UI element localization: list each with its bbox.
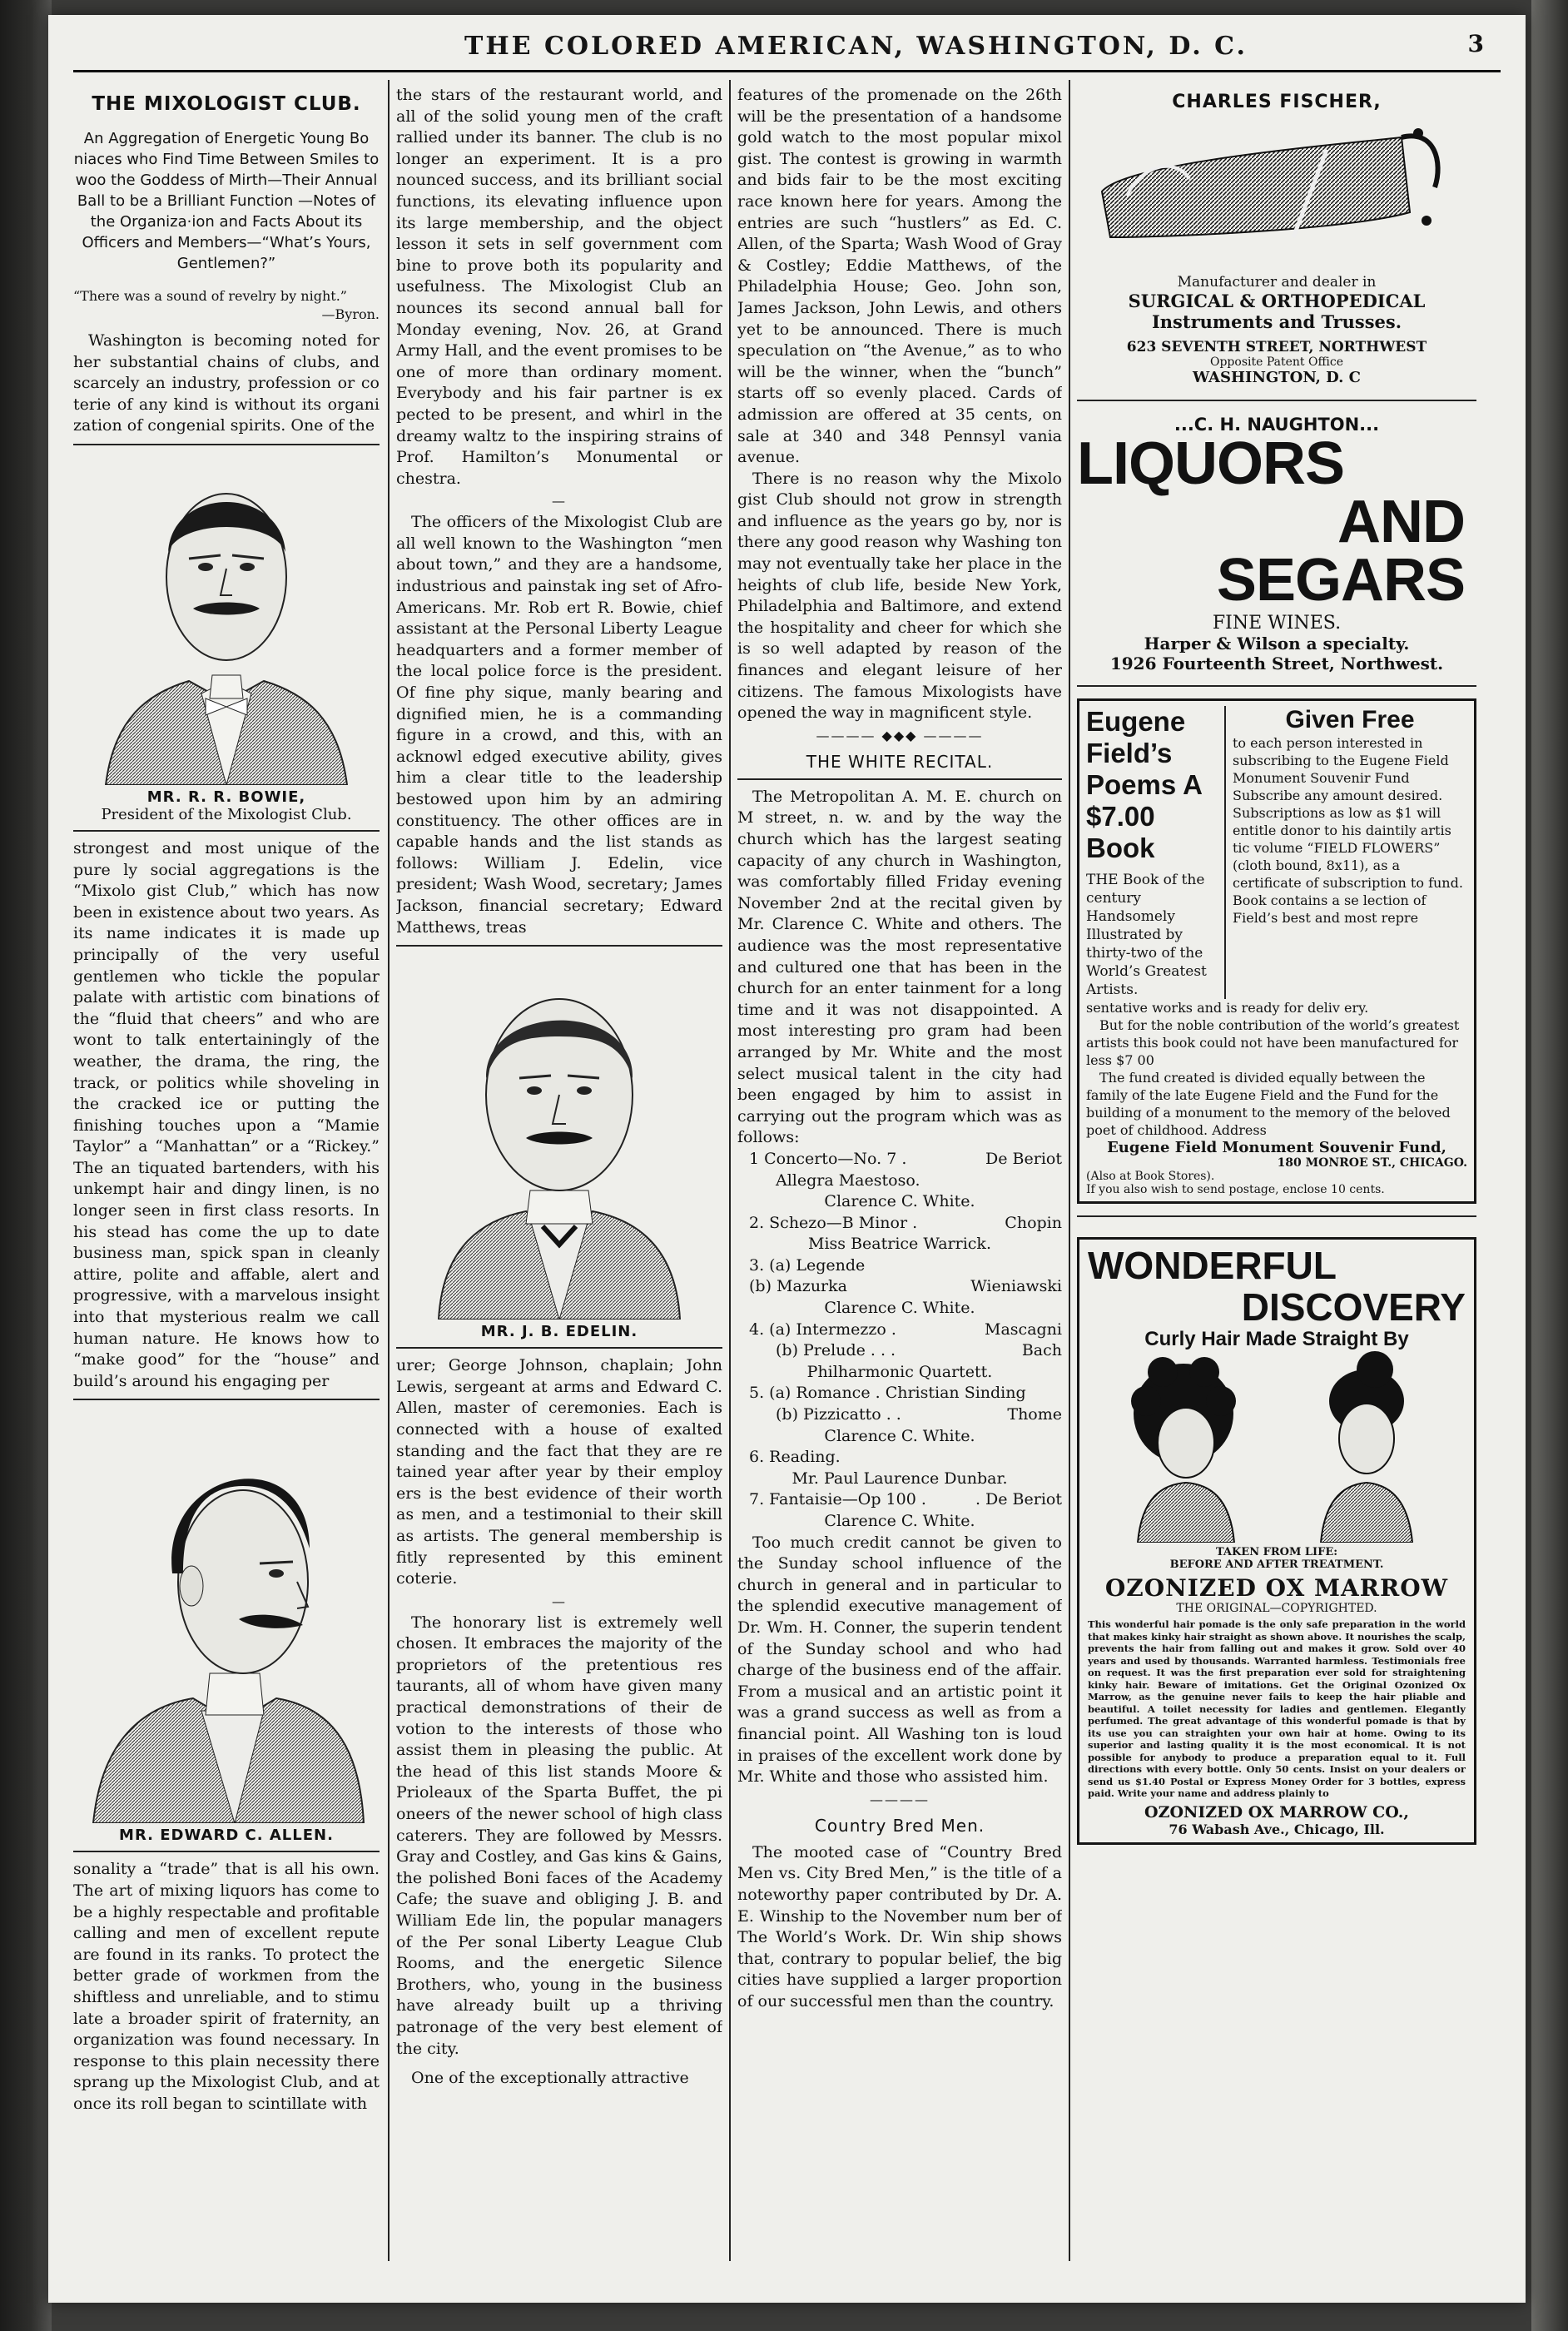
bowie-portrait <box>73 452 380 785</box>
fischer-line: SURGICAL & ORTHOPEDICAL <box>1128 291 1426 311</box>
paragraph: The honorary list is extremely well chosen. It embraces the majority of the proprietors of the pretentious res taurants, all of whom have given many practical demonstrations of their de votion to the interests of those who assist them in pleasing the public. At the head of this list stands Moore & Prioleaux of the Sparta Buffet, the pi oneers of the newer school of high class caterers. They are followed by Messrs. Gray and Costley, and Gas kins & Gains, the polished Boni faces of the Academy Cafe; the suave and obliging J. B. and William Ede lin, the popular managers of the Per sonal Liberty League Club Rooms, and the energetic Silence Brothers, who, young in the business have already built up a thriving patronage of the very best element of the city. <box>396 1613 722 2058</box>
portrait-caption: MR. EDWARD C. ALLEN. <box>119 1827 334 1845</box>
program-item <box>737 1511 1062 1533</box>
newspaper-page <box>48 15 1526 2303</box>
naughton-ad <box>1077 415 1476 673</box>
program-item-title: Clarence C. White. <box>824 1512 975 1530</box>
program-item <box>737 1362 1062 1384</box>
divider <box>73 830 380 832</box>
section-break: — <box>552 493 567 509</box>
section-break: — <box>552 1593 567 1609</box>
program-item-composer: De Beriot <box>985 1149 1062 1168</box>
paragraph: Too much credit cannot be given to the Sunday school influence of the church in general and in particular to the splendid executive management of Dr. Wm. H. Conner, the superin tendent of the Sunday school and who had charge of the business end of the affair. From a musical and an artistic point it was a grand success as well as from a financial point. All Washing ton is loud in praises of the excellent work done by Mr. White and those who assisted him. <box>737 1533 1062 1787</box>
column-2 <box>396 85 722 2253</box>
divider <box>1077 400 1476 401</box>
paragraph: strongest and most unique of the pure ly social aggregations is the “Mixolo gist Club,” which has now been in existence about two years. As its name indicates it is made up principally of the very useful gentlemen who tickle the popular palate with artistic com binations of the “fluid that cheers” and who are wont to talk entertainingly of the weather, the drama, the ring, the track, or politics while shoveling in the cracked ice or putting the finishing touches upon a “Mamie Taylor” a “Manhattan” or a “Rickey.” The an tiquated bartenders, with his unkempt hair and dingy linen, is no longer seen in first class resorts. In his stead has come the up to date business man, spick span in cleanly attire, polite and affable, alert and progressive, with a marvelous insight into that mysterious realm we call human nature. He knows how to “make good” for the “house” and build’s around his engaging per <box>73 838 380 1390</box>
program-item-title: 2. Schezo—B Minor . <box>749 1213 918 1232</box>
program-item-title: 1 Concerto—No. 7 . <box>749 1149 907 1168</box>
ad-line: 1926 Fourteenth Street, Northwest. <box>1109 654 1444 673</box>
before-after-illustration <box>1088 1351 1466 1543</box>
paragraph: the stars of the restaurant world, and all of the solid young men of the craft rallied under its banner. The club is no longer an experiment. It is a pro nounced success, and its brilliant social functions, its elevating influence upon its large membership, and the object lesson it sets in self government com bine to prove both its popularity and usefulness. The Mixologist Club an nounces its second annual ball for Monday evening, Nov. 26, at Grand Army Hall, and the event promises to be one of more than ordinary moment. Everybody and his fair partner is ex pected to be present, and whirl in the dreamy waltz to the inspiring strains of Prof. Hamilton’s Monumental or chestra. <box>396 86 722 488</box>
column-rule <box>1069 80 1070 2261</box>
program-item <box>737 1149 1062 1170</box>
program-item-title: 4. (a) Intermezzo . <box>749 1320 896 1339</box>
ad-caption: BEFORE AND AFTER TREATMENT. <box>1169 1558 1384 1571</box>
article-title: THE MIXOLOGIST CLUB. <box>92 93 361 115</box>
ad-headline: LIQUORS <box>1077 430 1345 497</box>
paragraph: sonality a “trade” that is all his own. The art of mixing liquors has come to be a highly respectable and profitable calling and men of excellent repute are found in its ranks. To protect the better grade of workmen from the shiftless and unreliable, and to stimu late a broader spirit of fraternity, an organization was found necessary. In response to this plain necessity there sprang up the Mixologist Club, and at once its roll began to scintillate with <box>73 1860 380 2113</box>
fischer-ad <box>1077 92 1476 386</box>
eugene-field-ad <box>1077 698 1476 1204</box>
section-break: ———— ◆◆◆ ———— <box>816 727 984 743</box>
ad-headline: AND SEGARS <box>1216 489 1465 614</box>
ad-headline: Eugene Field’s Poems A $7.00 Book <box>1086 706 1202 863</box>
program-item-title: 3. (a) Legende <box>749 1255 866 1275</box>
fischer-line: Opposite Patent Office <box>1209 355 1344 369</box>
paragraph: One of the exceptionally attractive <box>411 2069 689 2088</box>
ad-line: FINE WINES. <box>1212 613 1342 634</box>
truss-illustration <box>1077 112 1468 271</box>
masthead: THE COLORED AMERICAN, WASHINGTON, D. C. <box>464 32 1248 61</box>
ad-subheadline: Curly Hair Made Straight By <box>1144 1328 1409 1350</box>
program-item-composer: Mascagni <box>985 1320 1062 1339</box>
epigraph: “There was a sound of revelry by night.” <box>73 288 347 304</box>
company-name: OZONIZED OX MARROW CO., <box>1144 1802 1409 1822</box>
program-item-title: Philharmonic Quartett. <box>806 1362 993 1381</box>
divider <box>73 444 380 445</box>
program-item <box>737 1170 1062 1192</box>
recital-title: THE WHITE RECITAL. <box>806 751 994 772</box>
divider <box>396 945 722 947</box>
program-item-title: 6. Reading. <box>749 1448 841 1467</box>
program-item-title: Clarence C. White. <box>824 1426 975 1445</box>
column-3 <box>737 85 1062 2253</box>
ad-headline: WONDERFUL <box>1088 1244 1337 1287</box>
portrait-caption: MR. J. B. EDELIN. <box>480 1323 638 1341</box>
ad-text: to each person interested in subscribing to the Eugene Field Monument Souvenir Fund Subscribe any amount desired. Subscriptions as low as $1 will entitle donor to his daintily artis tic volume “FIELD FLOWERS” (cloth bound, 8x11), as a certificate of subscription to fund. Book contains a se lection of Field’s best and most repre <box>1233 735 1463 926</box>
section-break: ———— <box>870 1791 930 1807</box>
program-item-title: (b) Pizzicatto . . <box>776 1405 901 1424</box>
column-rule <box>729 80 731 2261</box>
page-edge <box>1531 0 1568 2331</box>
program-item <box>737 1489 1062 1511</box>
program-item <box>737 1320 1062 1341</box>
paragraph: features of the promenade on the 26th will be the presentation of a handsome gold watch to the most popular mixol gist. The contest is growing in warmth and bids fair to be the most exciting race known here for years. Among the entries are such “hustlers” as Ed. C. Allen, of the Sparta; Wash Wood of Gray & Costley; Eddie Matthews, of the Philadelphia House; Geo. John son, James Jackson, John Lewis, and others yet to be announced. There is much speculation on “the Avenue,” as to who will be the winner, when the “bunch” starts off so evenly placed. Cards of admission are offered at 35 cents, on sale at 340 and 348 Pennsyl vania avenue. <box>737 86 1062 467</box>
edelin-portrait <box>396 953 722 1320</box>
program-item-composer: Wieniawski <box>970 1277 1062 1296</box>
ad-address: Eugene Field Monument Souvenir Fund, <box>1107 1139 1446 1156</box>
program-item <box>737 1340 1062 1362</box>
column-4-ads <box>1077 92 1476 2253</box>
paragraph: The mooted case of “Country Bred Men vs. City Bred Men,” is the title of a noteworthy paper contributed by Dr. A. E. Winship to the November num ber of The World’s Work. Dr. Win ship shows that, contrary to popular belief, the big cities have supplied a larger proportion of our successful men than the country. <box>737 1842 1062 2010</box>
fischer-address: 623 SEVENTH STREET, NORTHWEST <box>1126 339 1427 355</box>
ad-text: sentative works and is ready for deliv ery. <box>1086 1000 1369 1016</box>
program-item <box>737 1276 1062 1298</box>
divider <box>73 1399 380 1400</box>
program-item <box>737 1447 1062 1469</box>
article-deck: An Aggregation of Energetic Young Bo niaces who Find Time Between Smiles to woo the Goddess of Mirth—Their Annual Ball to be a Brilliant Function —Notes of the Organiza·ion and Facts About its Officers and Members—“What’s Yours, Gentlemen?” <box>73 130 380 272</box>
product-name: OZONIZED OX MARROW <box>1104 1574 1449 1602</box>
page-number: 3 <box>1467 30 1484 57</box>
advertiser-name: ...C. H. NAUGHTON... <box>1174 415 1380 435</box>
divider <box>396 1347 722 1349</box>
ad-body: This wonderful hair pomade is the only safe preparation in the world that makes kinky hair straight as shown above. It nourishes the scalp, prevents the hair from falling out and makes it grow. Sold over 40 years and used by thousands. Warranted harmless. Testimonials free on request. It was the first preparation ever sold for straightening kinky hair. Beware of imitations. Get the Original Ozonized Ox Marrow, as the genuine never fails to keep the hair pliable and beautiful. A toilet necessity for ladies and gentlemen. Elegantly perfumed. The great advantage of this wonderful pomade is that by its use you can straighten your own hair at home. Owing to its superior and lasting quality it is the most economical. It is not possible for anybody to produce a preparation equal to it. Full directions with every bottle. Only 50 cents. Insist on your dealers or send us $1.40 Postal or Express Money Order for 3 bottles, express paid. Write your name and address plainly to <box>1088 1618 1466 1799</box>
header-rule <box>73 70 1501 72</box>
allen-portrait <box>73 1407 380 1823</box>
program-item-composer: Thome <box>1007 1405 1062 1424</box>
ad-headline: DISCOVERY <box>1241 1285 1466 1329</box>
program-item-title: Clarence C. White. <box>824 1192 975 1211</box>
program-item-title: 5. (a) Romance . Christian Sinding <box>749 1384 1026 1403</box>
ad-headline: Given Free <box>1285 706 1415 733</box>
divider <box>737 778 1062 780</box>
program-item <box>737 1234 1062 1255</box>
fischer-city: WASHINGTON, D. C <box>1192 369 1362 386</box>
after-figure <box>1321 1351 1412 1543</box>
before-figure <box>1131 1357 1236 1543</box>
ad-text: But for the noble contribution of the world’s greatest artists this book could not have been manufactured for less $7 00 <box>1086 1017 1460 1068</box>
program-item-title: 7. Fantaisie—Op 100 . <box>749 1490 926 1509</box>
epigraph-attribution: —Byron. <box>321 306 380 322</box>
portrait-subcaption: President of the Mixologist Club. <box>101 805 352 823</box>
concert-program <box>737 1149 1062 1533</box>
program-item-composer: . De Beriot <box>975 1490 1062 1509</box>
fischer-line: Instruments and Trusses. <box>1151 311 1402 332</box>
column-rule <box>388 80 390 2261</box>
divider <box>1077 1215 1476 1217</box>
program-item-composer: Chopin <box>1005 1213 1062 1232</box>
ad-line: Harper & Wilson a specialty. <box>1144 634 1410 654</box>
ox-marrow-ad <box>1077 1237 1476 1845</box>
program-item-title: Allegra Maestoso. <box>776 1170 920 1190</box>
paragraph: urer; George Johnson, chaplain; John Lewis, sergeant at arms and Edward C. Allen, master of ceremonies. Each is connected with a house of exalted standing and the fact that they are re tained year after year by their employ ers is the best evidence of their worth as men, and a testimonial to their skill as artists. The general membership is fitly represented by this eminent coterie. <box>396 1356 722 1588</box>
program-item <box>737 1213 1062 1235</box>
paragraph: The officers of the Mixologist Club are all well known to the Washington “men about town,” and they are a handsome, industrious and painstak ing set of Afro-Americans. Mr. Rob ert R. Bowie, chief assistant at the Personal Liberty League headquarters and a former member of the local police force is the president. Of fine phy sique, manly bearing and dignified mien, he is a commanding figure in a crowd, and this, with an acknowl edged executive ability, gives him a clear title to the leadership bestowed upon him by an admiring constituency. The other offices are in capable hands and the list stands as follows: William J. Edelin, vice president; Wash Wood, secretary; James Jackson, financial secretary; Edward Matthews, treas <box>396 513 722 937</box>
ad-caption: TAKEN FROM LIFE: <box>1215 1546 1338 1558</box>
program-item-title: (b) Prelude . . . <box>776 1341 896 1360</box>
country-title: Country Bred Men. <box>814 1815 985 1836</box>
divider <box>1077 685 1476 687</box>
ad-text: If you also wish to send postage, enclose 10 cents. <box>1086 1183 1385 1196</box>
paragraph: There is no reason why the Mixolo gist Club should not grow in strength and influence as the years go by, nor is there any good reason why Washing ton may not eventually take her place in the heights of club life, beside New York, Philadelphia and Baltimore, and extend the hospitality and cheer for which she is so well adapted by reason of the finances and elegant leisure of her citizens. The famous Mixologists have opened the way in magnificent style. <box>737 469 1062 723</box>
ad-text: THE ORIGINAL—COPYRIGHTED. <box>1176 1602 1377 1615</box>
program-item <box>737 1298 1062 1320</box>
ad-text: THE Book of the century Handsomely Illustrated by thirty-two of the World’s Greatest Artists. <box>1086 872 1207 998</box>
column-1 <box>73 88 380 2253</box>
paragraph: The Metropolitan A. M. E. church on M street, n. w. and by the way the church which has the largest seating capacity of any church in Washington, was comfortably filled Friday evening November 2nd at the recital given by Mr. Clarence C. White and others. The audience was the most representative and cultured one that has been in the church for an enter tainment for a long time and it was not disappointed. A most interesting pro gram had been arranged by Mr. White and the most select musical talent in the city had been engaged by him to assist in carrying out the program which was as follows: <box>737 787 1062 1147</box>
portrait-caption: MR. R. R. BOWIE, <box>146 788 306 806</box>
program-item <box>737 1255 1062 1277</box>
paragraph: Washington is becoming noted for her substantial chains of clubs, and scarcely an industry, profession or co terie of any kind is without its organi zation of congenial spirits. One of the <box>73 331 380 435</box>
program-item-title: Mr. Paul Laurence Dunbar. <box>791 1469 1008 1488</box>
ad-text: (Also at Book Stores). <box>1086 1170 1215 1183</box>
program-item-composer: Bach <box>1021 1341 1062 1360</box>
advertiser-name: CHARLES FISCHER, <box>1172 92 1382 112</box>
program-item <box>737 1404 1062 1426</box>
program-item <box>737 1383 1062 1404</box>
ad-text: The fund created is divided equally between the family of the late Eugene Field and the Fund for the building of a monument to the memory of the beloved poet of childhood. Address <box>1086 1070 1451 1138</box>
program-item <box>737 1469 1062 1490</box>
divider <box>73 1851 380 1852</box>
program-item <box>737 1191 1062 1213</box>
fischer-line: Manufacturer and dealer in <box>1177 274 1377 291</box>
company-address: 76 Wabash Ave., Chicago, Ill. <box>1169 1821 1385 1837</box>
program-item <box>737 1426 1062 1448</box>
book-binding <box>0 0 52 2331</box>
program-item-title: (b) Mazurka <box>749 1277 847 1296</box>
ad-address: 180 MONROE ST., CHICAGO. <box>1277 1156 1467 1170</box>
program-item-title: Clarence C. White. <box>824 1299 975 1318</box>
program-item-title: Miss Beatrice Warrick. <box>808 1235 991 1254</box>
